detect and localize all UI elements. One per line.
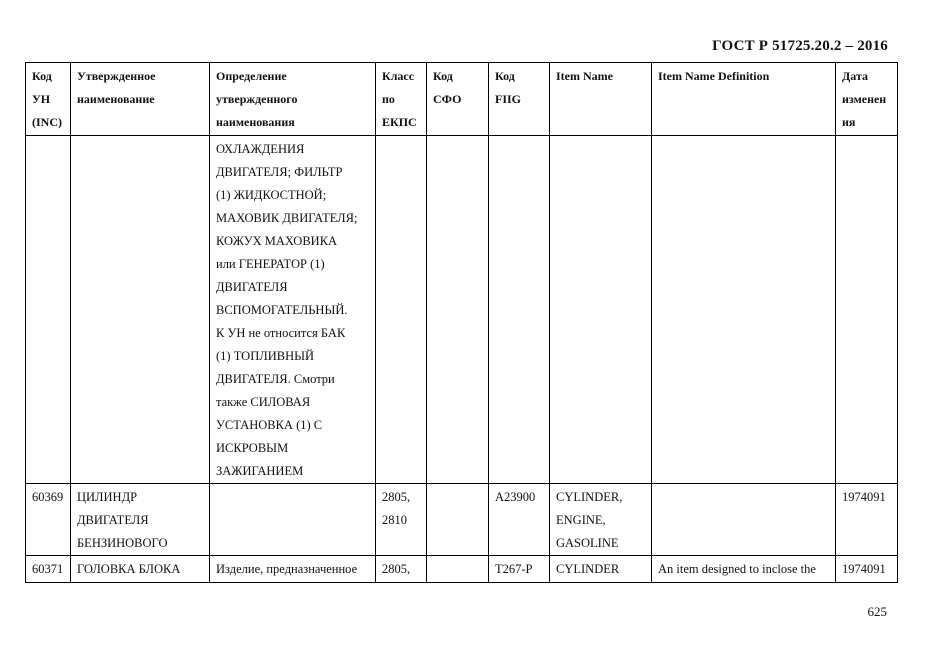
cell-definition: ОХЛАЖДЕНИЯ ДВИГАТЕЛЯ; ФИЛЬТР (1) ЖИДКОСТНОЙ; МАХОВИК ДВИГАТЕЛЯ; КОЖУХ МАХОВИКА или ГЕНЕРАТОР (1) ДВИГАТЕЛЯ ВСПОМОГАТЕЛЬНЫЙ. К УН не относится БАК (1) ТОПЛИВНЫЙ ДВИГАТЕЛЯ. Смотри также СИЛОВАЯ УСТАНОВКА (1) С ИСКРОВЫМ ЗАЖИГАНИЕМ xyxy=(210,136,376,484)
page-number: 625 xyxy=(867,604,887,619)
cell-item-name: CYLINDER xyxy=(550,556,652,583)
cell-item-name-definition: An item designed to inclose the xyxy=(652,556,836,583)
cell-change-date: 1974091 xyxy=(836,556,898,583)
cell-sfo xyxy=(427,136,489,484)
table-row xyxy=(26,484,898,556)
cell-definition: Изделие, предназначенное xyxy=(210,556,376,583)
cell-item-name-definition xyxy=(652,484,836,556)
table-row xyxy=(26,556,898,583)
cell-class xyxy=(376,136,427,484)
cell-fiig: A23900 xyxy=(489,484,550,556)
table-header-row xyxy=(26,63,898,136)
col-header-inc: Код УН (INC) xyxy=(26,63,71,136)
cell-inc: 60371 xyxy=(26,556,71,583)
cell-change-date: 1974091 xyxy=(836,484,898,556)
cell-sfo xyxy=(427,556,489,583)
cell-item-name xyxy=(550,136,652,484)
cell-sfo xyxy=(427,484,489,556)
cell-change-date xyxy=(836,136,898,484)
cell-approved-name: ГОЛОВКА БЛОКА xyxy=(71,556,210,583)
cell-inc: 60369 xyxy=(26,484,71,556)
col-header-definition: Определение утвержденного наименования xyxy=(210,63,376,136)
cell-definition xyxy=(210,484,376,556)
col-header-fiig: Код FIIG xyxy=(489,63,550,136)
col-header-approved-name: Утвержденное наименование xyxy=(71,63,210,136)
col-header-item-name-definition: Item Name Definition xyxy=(652,63,836,136)
cell-class: 2805, xyxy=(376,556,427,583)
document-code: ГОСТ Р 51725.20.2 – 2016 xyxy=(712,38,888,54)
cell-approved-name xyxy=(71,136,210,484)
col-header-change-date: Дата изменен ия xyxy=(836,63,898,136)
cell-inc xyxy=(26,136,71,484)
col-header-sfo: Код СФО xyxy=(427,63,489,136)
col-header-class: Класс по ЕКПС xyxy=(376,63,427,136)
cell-class: 2805, 2810 xyxy=(376,484,427,556)
cell-fiig xyxy=(489,136,550,484)
cell-item-name: CYLINDER, ENGINE, GASOLINE xyxy=(550,484,652,556)
classification-table xyxy=(25,62,898,583)
table-row-continuation xyxy=(26,136,898,484)
cell-approved-name: ЦИЛИНДР ДВИГАТЕЛЯ БЕНЗИНОВОГО xyxy=(71,484,210,556)
cell-item-name-definition xyxy=(652,136,836,484)
cell-fiig: T267-P xyxy=(489,556,550,583)
col-header-item-name: Item Name xyxy=(550,63,652,136)
